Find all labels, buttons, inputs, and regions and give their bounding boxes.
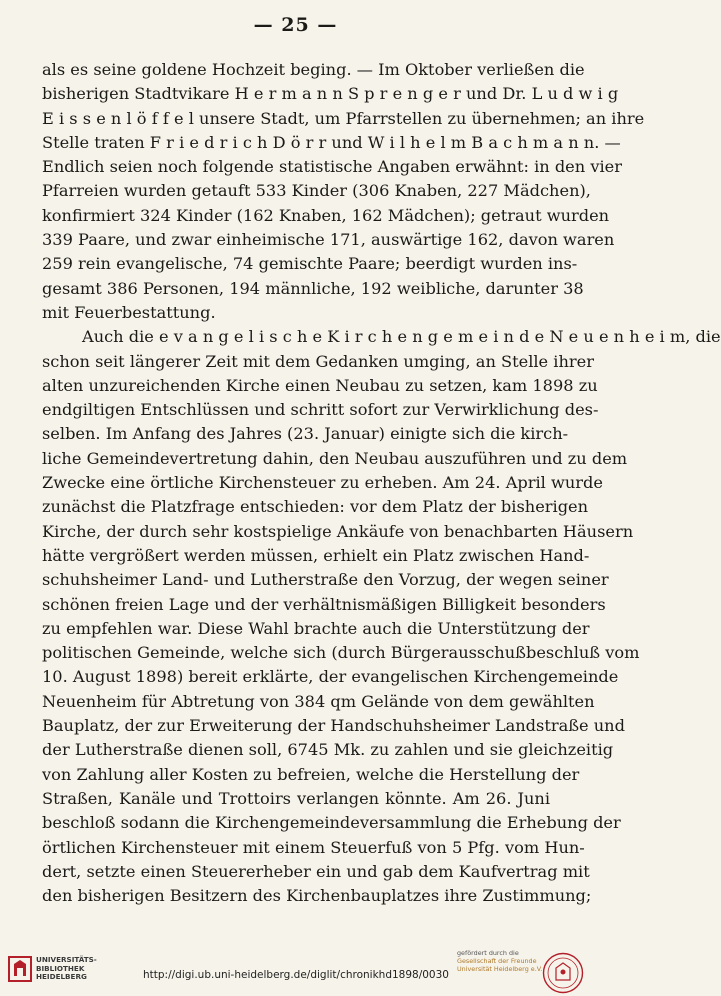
library-name-line: BIBLIOTHEK [36, 963, 85, 973]
sponsor-note [457, 950, 542, 973]
university-library-logo-icon [8, 956, 32, 982]
text-line: alten unzureichenden Kirche einen Neubau zu setzen, kam 1898 zu [42, 375, 598, 395]
text-line: bisherigen Stadtvikare H e r m a n n S p r e n g e r und Dr. L u d w i g [42, 84, 619, 104]
text-line: von Zahlung aller Kosten zu befreien, welche die Herstellung der [42, 764, 580, 784]
text-line: Kirche, der durch sehr kostspielige Ankäufe von benachbarten Häusern [42, 521, 634, 541]
digitization-footer [0, 950, 591, 996]
text-line: Neuenheim für Abtretung von 384 qm Gelände von dem gewählten [42, 691, 595, 711]
text-line: E i s s e n l ö f f e l unsere Stadt, um Pfarrstellen zu übernehmen; an ihre [42, 108, 645, 128]
text-line: Stelle traten F r i e d r i c h D ö r r und W i l h e l m B a c h m a n n. — [42, 132, 621, 152]
text-line: 10. August 1898) bereit erklärte, der evangelischen Kirchengemeinde [42, 667, 619, 687]
text-line: hätte vergrößert werden müssen, erhielt ein Platz zwischen Hand- [42, 545, 590, 565]
sponsor-line: Universität Heidelberg e.V. [457, 964, 543, 973]
text-line: Endlich seien noch folgende statistische Angaben erwähnt: in den vier [42, 157, 622, 177]
body-text [42, 58, 721, 908]
library-name-line: UNIVERSITÄTS- [36, 955, 97, 964]
text-line: schon seit längerer Zeit mit dem Gedanken umging, an Stelle ihrer [42, 351, 594, 371]
text-line: Auch die e v a n g e l i s c h e K i r c h e n g e m e i n d e N e u e n h e i m, die [82, 327, 721, 347]
text-line: örtlichen Kirchensteuer mit einem Steuerfuß von 5 Pfg. vom Hun- [42, 837, 585, 857]
text-line: der Lutherstraße dienen soll, 6745 Mk. zu zahlen und sie gleichzeitig [42, 740, 614, 760]
text-line: schönen freien Lage und der verhältnismäßigen Billigkeit besonders [42, 594, 606, 614]
university-seal-icon [542, 952, 584, 994]
source-url[interactable]: http://digi.ub.uni-heidelberg.de/diglit/chronikhd1898/0030 [143, 969, 449, 981]
library-name-line: HEIDELBERG [36, 972, 87, 982]
text-line: Zwecke eine örtliche Kirchensteuer zu erheben. Am 24. April wurde [42, 473, 603, 493]
sponsor-line: Gesellschaft der Freunde [457, 956, 537, 965]
text-line: gesamt 386 Personen, 194 männliche, 192 weibliche, darunter 38 [42, 278, 584, 298]
page-number: — 25 — [253, 14, 338, 36]
sponsor-line: gefördert durch die [457, 949, 519, 957]
library-name [36, 956, 97, 982]
text-line: Pfarreien wurden getauft 533 Kinder (306 Knaben, 227 Mädchen), [42, 181, 591, 201]
text-line: zunächst die Platzfrage entschieden: vor dem Platz der bisherigen [42, 497, 589, 517]
text-line: Bauplatz, der zur Erweiterung der Handschuhsheimer Landstraße und [42, 716, 625, 736]
text-line: als es seine goldene Hochzeit beging. — Im Oktober verließen die [42, 60, 585, 79]
text-line: mit Feuerbestattung. [42, 302, 216, 322]
text-line: politischen Gemeinde, welche sich (durch Bürgerausschußbeschluß vom [42, 643, 640, 663]
text-line: selben. Im Anfang des Jahres (23. Januar) einigte sich die kirch- [42, 424, 569, 444]
text-line: endgiltigen Entschlüssen und schritt sofort zur Verwirklichung des- [42, 400, 599, 420]
text-line: zu empfehlen war. Diese Wahl brachte auch die Unterstützung der [42, 618, 590, 638]
text-line: 339 Paare, und zwar einheimische 171, auswärtige 162, davon waren [42, 230, 615, 250]
text-line: Straßen, Kanäle und Trottoirs verlangen könnte. Am 26. Juni [42, 788, 550, 808]
text-line: beschloß sodann die Kirchengemeindeversammlung die Erhebung der [42, 813, 621, 833]
text-line: konfirmiert 324 Kinder (162 Knaben, 162 Mädchen); getraut wurden [42, 205, 610, 225]
text-line: den bisherigen Besitzern des Kirchenbauplatzes ihre Zustimmung; [42, 886, 592, 906]
text-line: liche Gemeindevertretung dahin, den Neubau auszuführen und zu dem [42, 448, 628, 468]
text-line: dert, setzte einen Steuererheber ein und gab dem Kaufvertrag mit [42, 861, 590, 881]
text-line: schuhsheimer Land- und Lutherstraße den Vorzug, der wegen seiner [42, 570, 609, 590]
text-line: 259 rein evangelische, 74 gemischte Paare; beerdigt wurden ins- [42, 254, 578, 274]
